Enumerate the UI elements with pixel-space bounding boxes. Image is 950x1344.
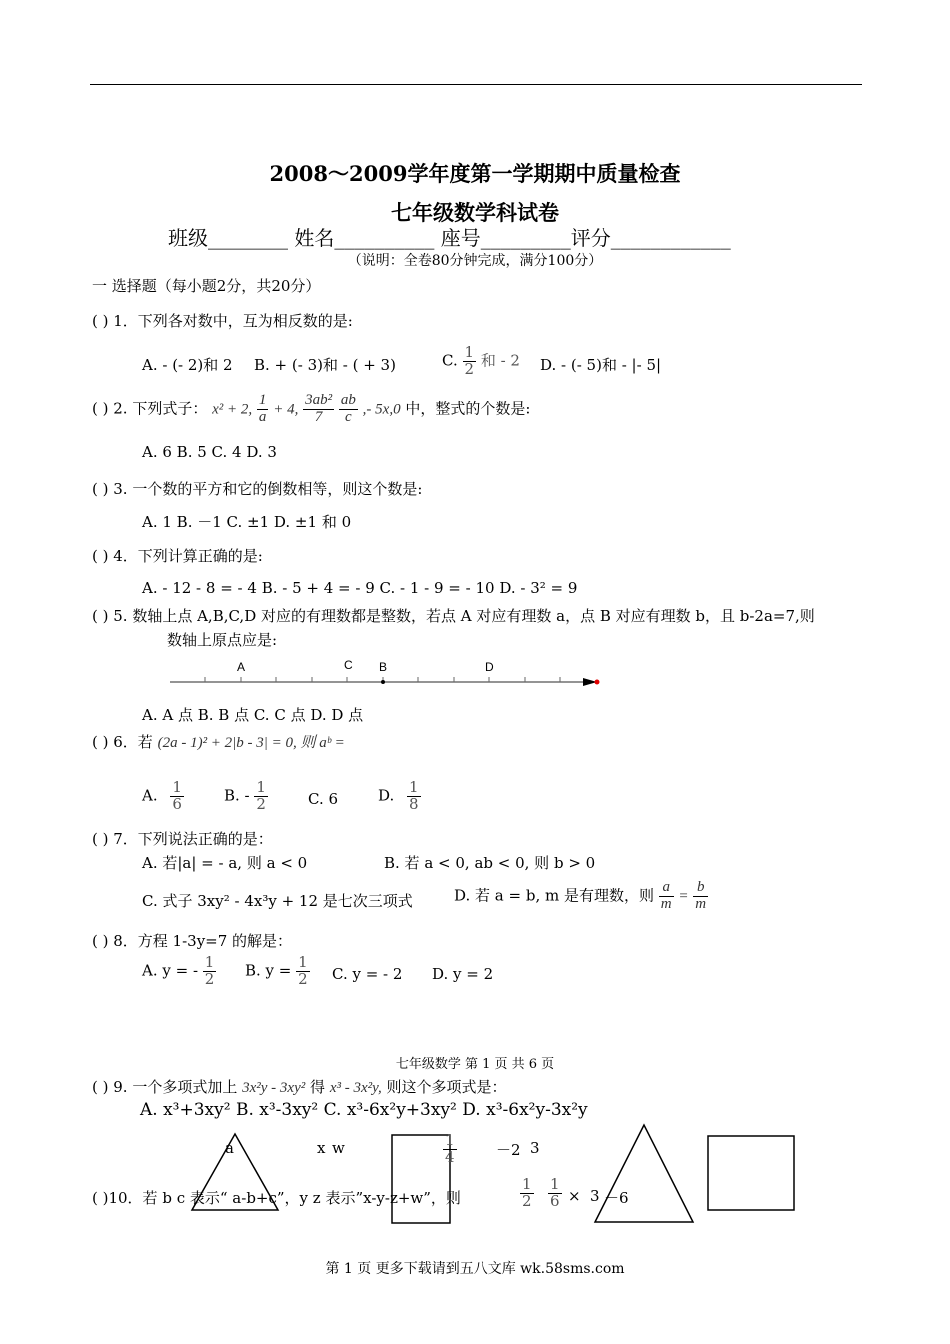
q6-option-b: B. - $\frac{1}{2}$: [224, 778, 266, 813]
student-info-line: 班级________ 姓名__________ 座号_________评分____________: [168, 226, 731, 250]
q10-times: ×: [568, 1187, 581, 1205]
point-label-c: C: [344, 658, 353, 672]
q3-options: A. 1 B. －1 C. ±1 D. ±1 和 0: [142, 513, 352, 531]
section-heading: 一 选择题（每小题2分，共20分）: [92, 277, 321, 295]
q7-option-a: A. 若|a| = - a, 则 a < 0: [142, 854, 308, 872]
q10-stem: ( )10．若 b c 表示“ a-b+c”，y z 表示”x-y-z+w”，则: [92, 1189, 461, 1207]
q9-options: A. x³+3xy² B. x³-3xy² C. x³-6x²y+3xy² D. x³-6x²y-3x²y: [140, 1100, 588, 1120]
q4-options: A. - 12 - 8 = - 4 B. - 5 + 4 = - 9 C. - 1 - 9 = - 10 D. - 3² = 9: [142, 579, 578, 597]
exam-subtitle: 七年级数学科试卷: [391, 200, 559, 225]
q8-option-a: A. y = - $\frac{1}{2}$: [142, 953, 215, 988]
q5-stem-2: 数轴上原点应是:: [167, 631, 278, 649]
square-figure: [708, 1136, 794, 1210]
rect-label-w: w: [332, 1139, 345, 1157]
q7-option-c: C. 式子 3xy² - 4x³y + 12 是七次三项式: [142, 892, 413, 910]
q10-figures: [0, 1120, 950, 1230]
q9-stem: ( ) 9. 一个多项式加上 3x²y - 3xy² 得 x³ - 3x²y, 则这个多项式是：: [92, 1078, 507, 1096]
exam-title: 2008～2009学年度第一学期期中质量检查: [269, 161, 681, 186]
q2-stem: ( ) 2. 下列式子： x² + 2, $\frac{1}{a}$ + 4, $\frac{\text{3ab²}}{7}$ $\frac{ab}{c}$ ,- 5x,0 中，整式的个数是:: [92, 392, 531, 425]
rect-fraction: $\frac{1}{4}$: [445, 1131, 455, 1166]
q3-stem: ( ) 3. 一个数的平方和它的倒数相等，则这个数是:: [92, 480, 423, 498]
exam-note: （说明：全卷80分钟完成，满分100分）: [347, 253, 603, 269]
q10-fraction-1: $\frac{1}{2}$: [522, 1175, 532, 1210]
q1-option-b: B. + (- 3)和 - ( + 3): [254, 356, 396, 374]
page-footer-mid: 七年级数学 第 1 页 共 6 页: [395, 1057, 555, 1072]
q10-fraction-2: $\frac{1}{6}$: [550, 1175, 560, 1210]
q5-options: A. A 点 B. B 点 C. C 点 D. D 点: [142, 706, 364, 724]
q2-options: A. 6 B. 5 C. 4 D. 3: [142, 443, 277, 461]
q7-stem: ( ) 7．下列说法正确的是：: [92, 830, 273, 848]
q8-option-b: B. y = $\frac{1}{2}$: [245, 953, 308, 988]
q6-option-c: C. 6: [308, 790, 339, 808]
q4-stem: ( ) 4．下列计算正确的是:: [92, 547, 263, 565]
q8-option-d: D. y = 2: [432, 965, 494, 983]
q1-option-c: C. $\frac{1}{2}$ 和 - 2: [442, 343, 520, 378]
q1-option-d: D. - (- 5)和 - |- 5|: [540, 356, 662, 374]
triangle-2-label-b: 3: [530, 1139, 540, 1157]
number-line: [165, 655, 610, 695]
q8-option-c: C. y = - 2: [332, 965, 403, 983]
q6-stem: ( ) 6．若 (2a - 1)² + 2|b - 3| = 0, 则 aᵇ =: [92, 733, 345, 751]
point-label-d: D: [485, 660, 494, 674]
triangle-2-label-a: －2: [496, 1141, 521, 1159]
triangle-1-top-label: a: [225, 1139, 234, 1157]
point-label-b: B: [379, 660, 388, 674]
q10-minus-six: －6: [604, 1189, 629, 1207]
q6-option-a: A. $\frac{1}{6}$: [142, 778, 182, 813]
q7-option-d: D. 若 a = b, m 是有理数，则 $\frac{a}{m}$ = $\frac{b}{m}$: [454, 879, 707, 912]
q6-option-d: D. $\frac{1}{8}$: [378, 778, 419, 813]
point-label-a: A: [237, 660, 246, 674]
q1-option-a: A. - (- 2)和 2: [142, 356, 233, 374]
rect-label-x: x: [317, 1139, 326, 1157]
rectangle-figure: [392, 1135, 450, 1223]
q10-three: 3: [590, 1187, 600, 1205]
page-footer: 第 1 页 更多下载请到五八文库 wk.58sms.com: [325, 1261, 625, 1277]
q7-option-b: B. 若 a < 0, ab < 0, 则 b > 0: [384, 854, 596, 872]
q1-stem: ( ) 1．下列各对数中，互为相反数的是:: [92, 312, 353, 330]
top-rule: [90, 84, 862, 85]
q8-stem: ( ) 8．方程 1-3y=7 的解是：: [92, 932, 293, 950]
q5-stem: ( ) 5. 数轴上点 A,B,C,D 对应的有理数都是整数，若点 A 对应有理数 a，点 B 对应有理数 b，且 b-2a=7,则: [92, 607, 815, 625]
